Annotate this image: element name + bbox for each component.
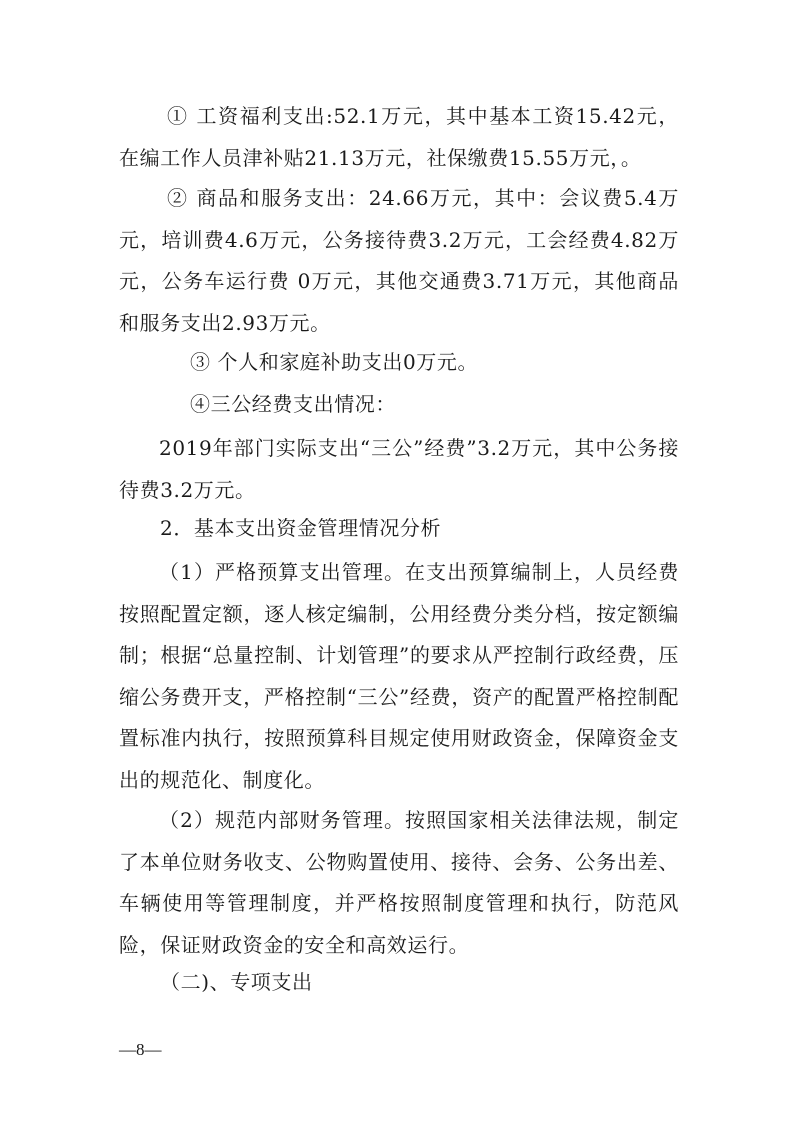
paragraph-budget-management: （1）严格预算支出管理。在支出预算编制上，人员经费按照配置定额，逐人核定编制，公用经费分类分档，按定额编制；根据“总量控制、计划管理”的要求从严控制行政经费，压缩公务费开支，严格控制“三公”经费，资产的配置严格控制配置标准内执行，按照预算科目规定使用财政资金，保障资金支出的规范化、制度化。 xyxy=(119,560,679,792)
paragraph-goods-services: ② 商品和服务支出：24.66万元，其中：会议费5.4万元，培训费4.6万元，公务接待费3.2万元，工会经费4.82万元，公务车运行费 0万元，其他交通费3.71万元，其他商品和服务支出2.93万元。 xyxy=(119,186,679,335)
paragraph-personal-family-subsidy: ③ 个人和家庭补助支出0万元。 xyxy=(190,350,479,374)
section-heading-basic-expenditure: 2．基本支出资金管理情况分析 xyxy=(160,516,442,540)
page-number: —8— xyxy=(119,1040,162,1059)
paragraph-salary-welfare: ① 工资福利支出:52.1万元，其中基本工资15.42元，在编工作人员津补贴21.13万元，社保缴费15.55万元，。 xyxy=(119,104,679,170)
paragraph-three-public-expenses-heading: ④三公经费支出情况： xyxy=(190,392,396,416)
paragraph-internal-finance: （2）规范内部财务管理。按照国家相关法律法规，制定了本单位财务收支、公物购置使用、接待、会务、公务出差、车辆使用等管理制度，并严格按照制度管理和执行，防范风险，保证财政资金的安全和高效运行。 xyxy=(119,808,679,957)
section-heading-special-expenditure: （二)、专项支出 xyxy=(160,970,313,994)
paragraph-three-public-expenses: 2019年部门实际支出“三公”经费”3.2万元，其中公务接待费3.2万元。 xyxy=(119,436,679,502)
